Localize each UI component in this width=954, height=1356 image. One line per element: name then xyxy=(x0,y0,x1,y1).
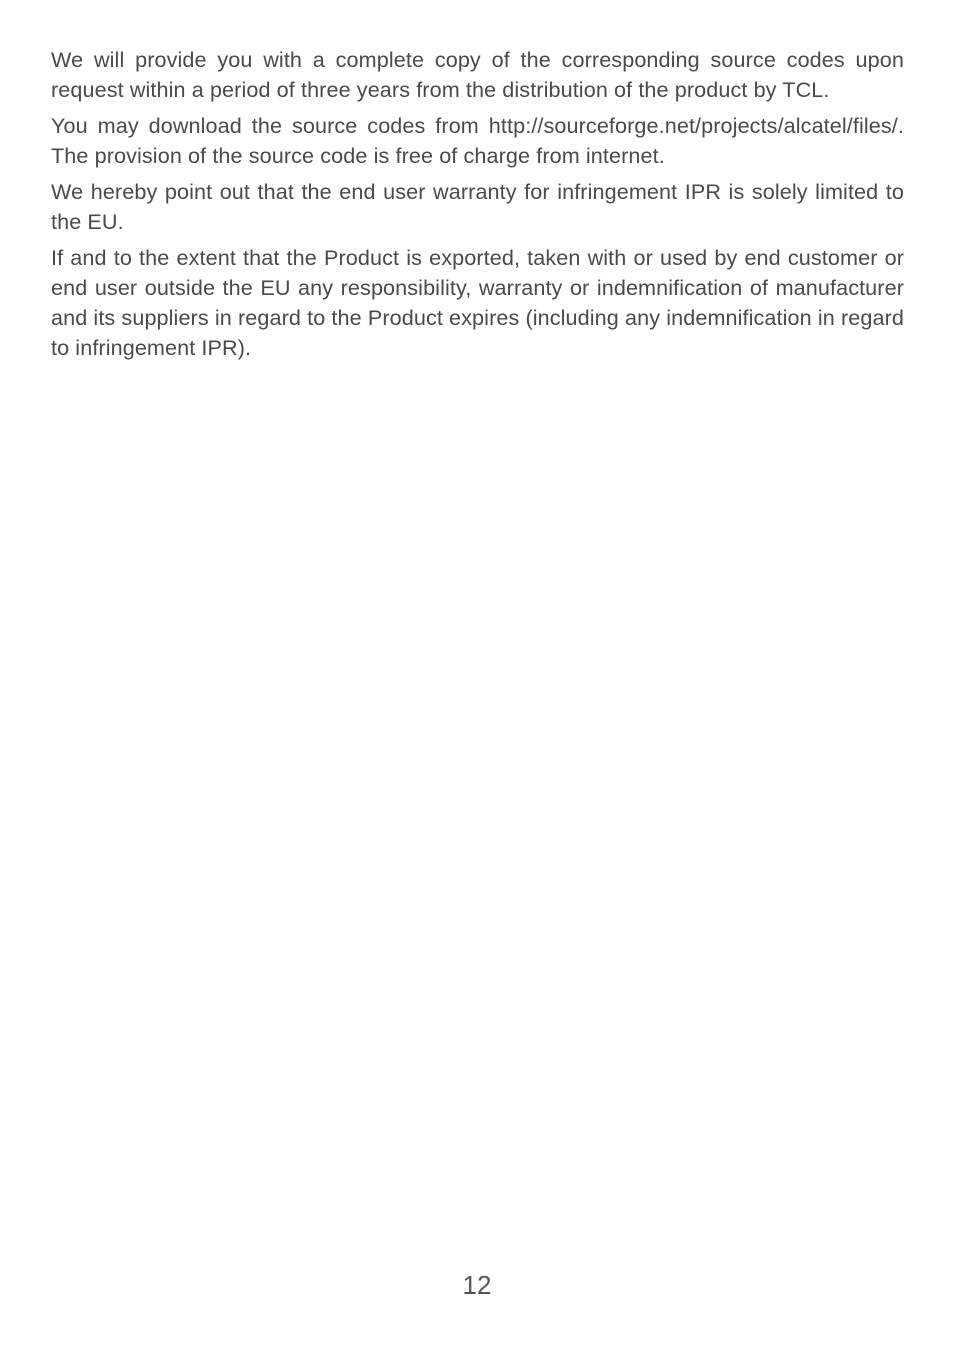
paragraph-source-code-request: We will provide you with a complete copy of the corresponding source codes upon request within a period of three years from the distribution of the product by TCL. xyxy=(51,47,904,102)
paragraph-warranty-eu: We hereby point out that the end user warranty for infringement IPR is solely limited to the EU. xyxy=(51,179,904,234)
paragraph-download-source: You may download the source codes from http://sourceforge.net/projects/alcatel/files/. The provision of the source code is free of charge from internet. xyxy=(51,113,904,168)
document-body xyxy=(51,45,904,369)
paragraph-export-liability: If and to the extent that the Product is exported, taken with or used by end customer or end user outside the EU any responsibility, warranty or indemnification of manufacturer and its suppliers in regard to the Product expires (including any indemnification in regard to infringement IPR). xyxy=(51,245,904,360)
page-number: 12 xyxy=(462,1270,492,1300)
